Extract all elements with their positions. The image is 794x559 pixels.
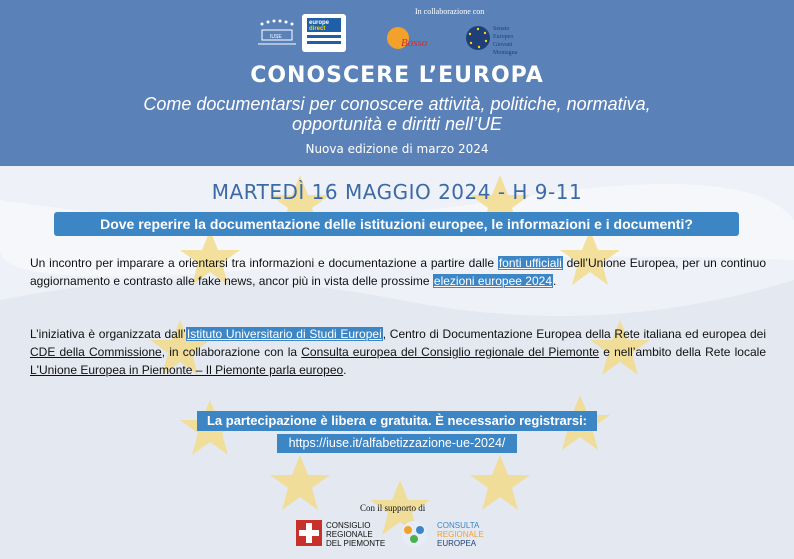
page-title: CONOSCERE L’EUROPA	[250, 63, 544, 88]
svg-text:Montagna: Montagna	[493, 50, 518, 56]
org-text-5: .	[343, 363, 347, 377]
svg-text:Bosso: Bosso	[401, 37, 428, 49]
svg-text:REGIONALE: REGIONALE	[326, 530, 373, 539]
edition-label: Nuova edizione di marzo 2024	[305, 142, 489, 156]
svg-text:REGIONALE: REGIONALE	[437, 530, 484, 539]
collab-label: In collaborazione con	[415, 7, 485, 16]
ue-piemonte-link[interactable]: L'Unione Europea in Piemonte – Il Piemonte parla europeo	[30, 363, 344, 377]
registration-link[interactable]: https://iuse.it/alfabetizzazione-ue-2024/	[277, 434, 517, 453]
svg-text:EUROPEA: EUROPEA	[437, 539, 477, 548]
europe-direct-logo	[302, 14, 346, 52]
header-banner	[0, 0, 794, 166]
intro-paragraph	[30, 254, 766, 290]
page-subtitle	[60, 94, 734, 134]
bosso-logo	[387, 27, 428, 49]
support-label: Con il supporto di	[360, 503, 426, 513]
question-banner: Dove reperire la documentazione delle istituzioni europee, le informazioni e i documenti?	[54, 212, 739, 236]
intro-text-3: .	[553, 274, 557, 288]
svg-text:CONSIGLIO: CONSIGLIO	[326, 521, 371, 530]
svg-text:Europeo: Europeo	[493, 34, 514, 40]
elezioni-europee-link[interactable]: elezioni europee 2024	[433, 274, 552, 288]
org-text-2: , Centro di Documentazione Europea della Rete italiana ed europea dei	[382, 327, 766, 341]
cde-commissione-link[interactable]: CDE della Commissione	[30, 345, 162, 359]
iuse-link[interactable]: Istituto Universitario di Studi Europei	[186, 327, 382, 341]
intro-text-2: dell’Unione Europea, per un continuo aggiornamento e contrasto alle fake news, ancor più in vista delle prossime	[30, 256, 766, 288]
org-text-1: L’iniziativa è organizzata dall’	[30, 327, 186, 341]
iuse-logo	[256, 20, 298, 49]
svg-text:DEL PIEMONTE: DEL PIEMONTE	[326, 539, 386, 548]
iuse-logo-text: IUSE	[270, 34, 282, 40]
org-text-3: , in collaborazione con la	[161, 345, 302, 359]
event-date: MARTEDÌ 16 MAGGIO 2024 - H 9-11	[211, 180, 583, 204]
free-participation-banner: La partecipazione è libera e gratuita. È necessario registrarsi:	[197, 411, 597, 431]
subtitle-line-1: Come documentarsi per conoscere attività, politiche, normativa,	[143, 94, 651, 114]
partner-logos	[0, 8, 794, 58]
svg-text:europe: europe	[309, 20, 330, 26]
svg-text:direct: direct	[309, 26, 326, 32]
svg-text:Senato: Senato	[493, 26, 510, 32]
subtitle-line-2: opportunità e diritti nell’UE	[291, 114, 503, 134]
org-text-4: e nell’ambito della Rete locale	[599, 345, 766, 359]
consulta-europea-link[interactable]: Consulta europea del Consiglio regionale del Piemonte	[301, 345, 600, 359]
svg-text:Giovani: Giovani	[493, 42, 513, 48]
sponsor-logos	[0, 514, 794, 559]
intro-text-1: Un incontro per imparare a orientarsi tra informazioni e documentazione a partire dalle	[30, 256, 498, 270]
consulta-regionale-europea-logo	[401, 521, 484, 548]
svg-text:CONSULTA: CONSULTA	[437, 521, 480, 530]
senato-giovani-logo	[466, 26, 518, 56]
organizer-paragraph	[30, 325, 766, 379]
fonti-ufficiali-link[interactable]: fonti ufficiali	[498, 256, 562, 270]
consiglio-regionale-logo	[296, 520, 385, 548]
